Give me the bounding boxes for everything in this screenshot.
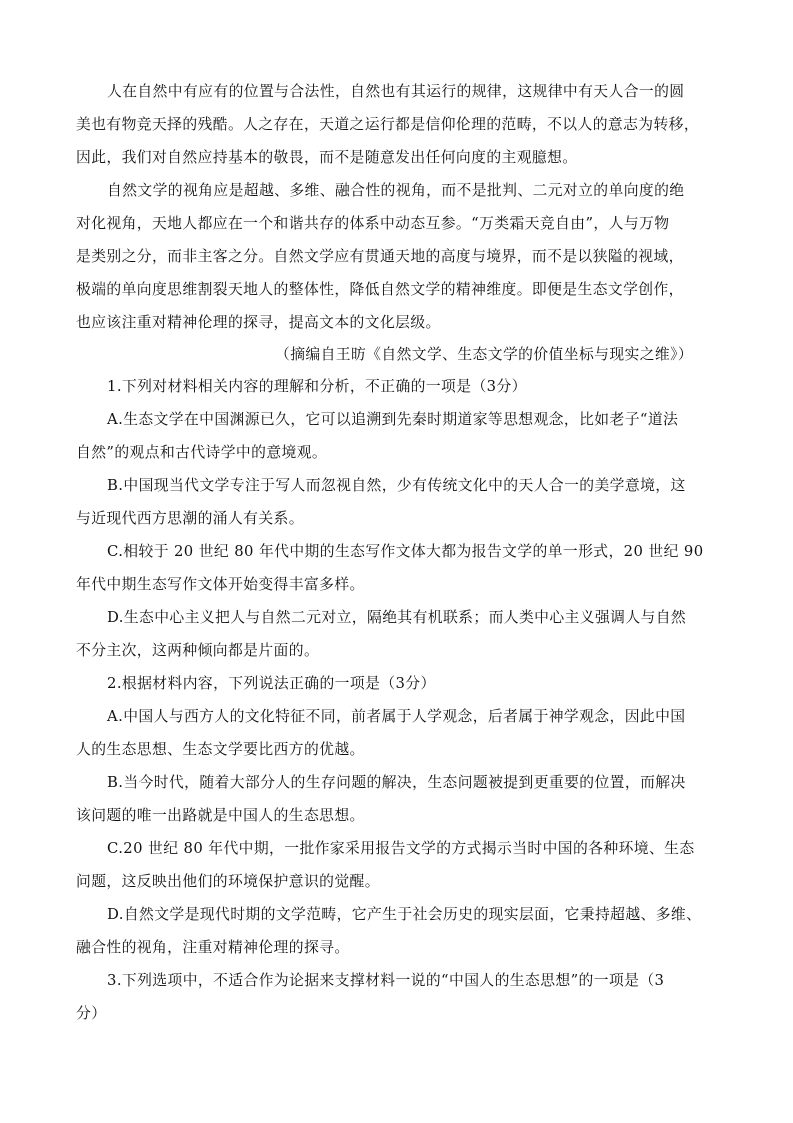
- question-1-option-d-line-2: 不分主次，这两种倾向都是片面的。: [76, 642, 320, 659]
- paragraph-2-line-5: 也应该注重对精神伦理的探寻，提高文本的文化层级。: [76, 314, 441, 331]
- source-citation: （摘编自王昉《自然文学、生态文学的价值坐标与现实之维》）: [275, 346, 694, 363]
- question-2-stem: 2.根据材料内容，下列说法正确的一项是（3分）: [107, 675, 436, 692]
- question-2-option-d-line-2: 融合性的视角，注重对精神伦理的探寻。: [76, 939, 350, 956]
- question-3-stem-line-1: 3.下列选项中，不适合作为论据来支撑材料一说的“中国人的生态思想”的一项是（3: [107, 972, 665, 989]
- question-2-option-d-line-1: D.自然文学是现代时期的文学范畴，它产生于社会历史的现实层面，它秉持超越、多维、: [107, 906, 702, 923]
- question-1-option-a-line-1: A.生态文学在中国渊源已久，它可以追溯到先秦时期道家等思想观念，比如老子“道法: [107, 411, 679, 428]
- question-2-option-a-line-2: 人的生态思想、生态文学要比西方的优越。: [76, 741, 365, 758]
- paragraph-1-line-2: 美也有物竞天择的残酷。人之存在，天道之运行都是信仰伦理的范畴，不以人的意志为转移，: [76, 116, 700, 133]
- question-2-option-b-line-1: B.当今时代，随着大部分人的生存问题的解决，生态问题被提到更重要的位置，而解决: [107, 774, 686, 791]
- question-3-stem-line-2: 分）: [76, 1005, 107, 1022]
- question-2-option-c-line-1: C.20 世纪 80 年代中期，一批作家采用报告文学的方式揭示当时中国的各种环境、生态: [107, 840, 695, 857]
- question-2-option-b-line-2: 该问题的唯一出路就是中国人的生态思想。: [76, 807, 365, 824]
- question-2-option-a-line-1: A.中国人与西方人的文化特征不同，前者属于人学观念，后者属于神学观念，因此中国: [107, 708, 686, 725]
- paragraph-1-line-3: 因此，我们对自然应持基本的敬畏，而不是随意发出任何向度的主观臆想。: [76, 149, 578, 166]
- question-1-option-c-line-1: C.相较于 20 世纪 80 年代中期的生态写作文体大都为报告文学的单一形式，20 世纪 90: [107, 543, 704, 560]
- question-1-stem: 1.下列对材料相关内容的理解和分析，不正确的一项是（3分）: [107, 378, 527, 395]
- paragraph-2-line-3: 是类别之分，而非主客之分。自然文学应有贯通天地的高度与境界，而不是以狭隘的视域，: [76, 248, 684, 265]
- question-2-option-c-line-2: 问题，这反映出他们的环境保护意识的觉醒。: [76, 873, 380, 890]
- paragraph-2-line-2: 对化视角，天地人都应在一个和谐共存的体系中动态互参。“万类霜天竞自由”，人与万物: [76, 215, 670, 232]
- question-1-option-c-line-2: 年代中期生态写作文体开始变得丰富多样。: [76, 576, 365, 593]
- paragraph-2-line-4: 极端的单向度思维割裂天地人的整体性，降低自然文学的精神维度。即便是生态文学创作，: [76, 281, 684, 298]
- question-1-option-d-line-1: D.生态中心主义把人与自然二元对立，隔绝其有机联系；而人类中心主义强调人与自然: [107, 609, 687, 626]
- question-1-option-b-line-2: 与近现代西方思潮的涌人有关系。: [76, 510, 304, 527]
- paragraph-1-line-1: 人在自然中有应有的位置与合法性，自然也有其运行的规律，这规律中有天人合一的圆: [107, 83, 685, 100]
- paragraph-2-line-1: 自然文学的视角应是超越、多维、融合性的视角，而不是批判、二元对立的单向度的绝: [107, 182, 685, 199]
- question-1-option-a-line-2: 自然”的观点和古代诗学中的意境观。: [76, 444, 328, 461]
- question-1-option-b-line-1: B.中国现当代文学专注于写人而忽视自然，少有传统文化中的天人合一的美学意境，这: [107, 477, 686, 494]
